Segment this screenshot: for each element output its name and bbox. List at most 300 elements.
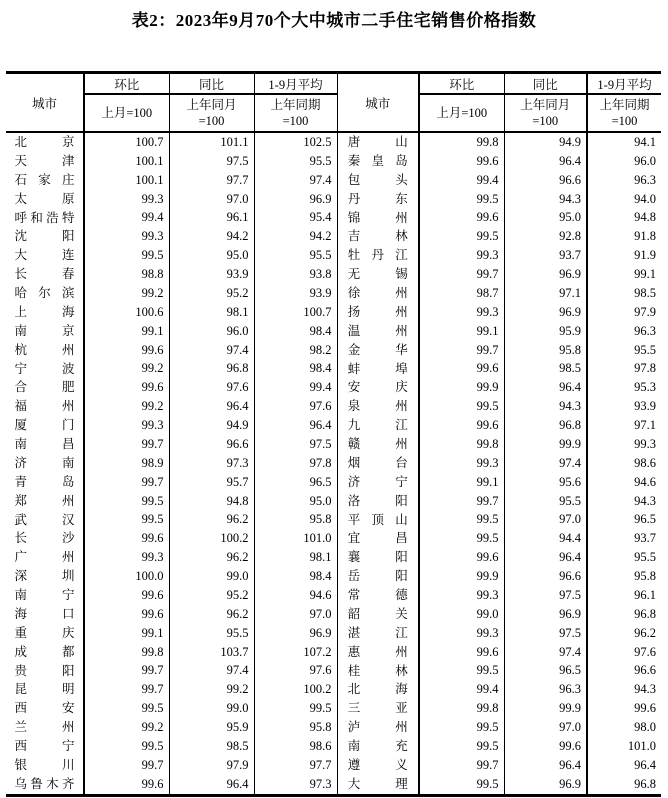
value-cell: 96.5 xyxy=(634,512,656,527)
value-cell: 98.4 xyxy=(254,322,337,341)
table-row xyxy=(6,680,661,699)
city-cell: 北 京 xyxy=(6,132,84,152)
city-cell: 韶 关 xyxy=(337,605,419,624)
city-cell: 蚌 埠 xyxy=(337,360,419,379)
column-header-base: 上年同月 =100 xyxy=(504,94,587,132)
value-cell: 94.4 xyxy=(504,529,587,548)
city-cell: 大 连 xyxy=(6,246,84,265)
value-cell: 95.5 xyxy=(254,152,337,171)
city-cell: 丹 东 xyxy=(337,190,419,209)
table-row xyxy=(6,699,661,718)
value-cell: 98.0 xyxy=(634,720,656,735)
value-cell: 96.5 xyxy=(504,662,587,681)
value-cell: 97.9 xyxy=(634,304,656,319)
value-cell: 96.4 xyxy=(169,397,254,416)
value-cell: 99.6 xyxy=(504,737,587,756)
value-cell: 97.8 xyxy=(254,454,337,473)
city-cell: 厦 门 xyxy=(6,416,84,435)
value-cell: 93.9 xyxy=(254,284,337,303)
table-row xyxy=(6,378,661,397)
value-cell: 98.5 xyxy=(504,360,587,379)
value-cell: 96.9 xyxy=(504,303,587,322)
city-cell: 南 充 xyxy=(337,737,419,756)
table-row xyxy=(6,529,661,548)
value-cell: 97.3 xyxy=(254,775,337,795)
city-cell: 西 宁 xyxy=(6,737,84,756)
value-cell: 96.4 xyxy=(504,548,587,567)
table-row xyxy=(6,567,661,586)
value-cell: 99.5 xyxy=(419,775,504,795)
city-cell: 桂 林 xyxy=(337,662,419,681)
value-cell: 96.4 xyxy=(504,152,587,171)
table-row xyxy=(6,718,661,737)
value-cell: 93.9 xyxy=(169,265,254,284)
city-cell: 银 川 xyxy=(6,756,84,775)
value-cell: 96.9 xyxy=(504,265,587,284)
value-cell: 100.7 xyxy=(254,303,337,322)
value-cell: 94.6 xyxy=(254,586,337,605)
value-cell: 99.3 xyxy=(419,624,504,643)
value-cell: 97.9 xyxy=(169,756,254,775)
value-cell: 95.6 xyxy=(504,473,587,492)
value-cell: 96.2 xyxy=(169,511,254,530)
value-cell: 96.0 xyxy=(634,153,656,168)
city-cell: 吉 林 xyxy=(337,227,419,246)
value-cell: 99.6 xyxy=(84,605,169,624)
value-cell: 96.8 xyxy=(634,606,656,621)
value-cell: 99.8 xyxy=(419,435,504,454)
table-row xyxy=(6,171,661,190)
city-cell: 重 庆 xyxy=(6,624,84,643)
value-cell: 97.6 xyxy=(254,397,337,416)
value-cell: 94.8 xyxy=(169,492,254,511)
value-cell: 94.3 xyxy=(504,397,587,416)
value-cell: 93.8 xyxy=(254,265,337,284)
table-row xyxy=(6,662,661,681)
value-cell: 97.0 xyxy=(504,718,587,737)
value-cell: 99.6 xyxy=(419,209,504,228)
value-cell: 94.2 xyxy=(254,227,337,246)
value-cell: 97.6 xyxy=(169,378,254,397)
table-row xyxy=(6,416,661,435)
page-title: 表2：2023年9月70个大中城市二手住宅销售价格指数 xyxy=(131,11,537,30)
table-row xyxy=(6,360,661,379)
city-cell: 太 原 xyxy=(6,190,84,209)
table-row xyxy=(6,227,661,246)
value-cell: 99.6 xyxy=(84,586,169,605)
value-cell: 99.7 xyxy=(419,341,504,360)
value-cell: 96.3 xyxy=(504,680,587,699)
price-index-table xyxy=(6,71,661,797)
city-cell: 杭 州 xyxy=(6,341,84,360)
table-body xyxy=(6,132,661,795)
city-cell: 南 昌 xyxy=(6,435,84,454)
table-row xyxy=(6,492,661,511)
city-cell: 徐 州 xyxy=(337,284,419,303)
value-cell: 97.6 xyxy=(254,662,337,681)
value-cell: 99.5 xyxy=(419,529,504,548)
value-cell: 92.8 xyxy=(504,227,587,246)
value-cell: 97.5 xyxy=(169,152,254,171)
city-cell: 南 宁 xyxy=(6,586,84,605)
value-cell: 99.4 xyxy=(84,209,169,228)
value-cell: 95.9 xyxy=(504,322,587,341)
value-cell: 99.0 xyxy=(419,605,504,624)
column-header-base: 上月=100 xyxy=(84,94,169,132)
city-cell: 济 宁 xyxy=(337,473,419,492)
city-cell: 西 安 xyxy=(6,699,84,718)
value-cell: 96.4 xyxy=(504,378,587,397)
city-cell: 成 都 xyxy=(6,643,84,662)
city-cell: 贵 阳 xyxy=(6,662,84,681)
value-cell: 95.8 xyxy=(254,511,337,530)
value-cell: 96.0 xyxy=(169,322,254,341)
value-cell: 95.7 xyxy=(169,473,254,492)
city-cell: 襄 阳 xyxy=(337,548,419,567)
value-cell: 96.9 xyxy=(504,775,587,795)
value-cell: 96.2 xyxy=(634,625,656,640)
value-cell: 99.5 xyxy=(84,492,169,511)
value-cell: 95.0 xyxy=(169,246,254,265)
value-cell: 99.7 xyxy=(84,435,169,454)
value-cell: 97.0 xyxy=(169,190,254,209)
value-cell: 98.5 xyxy=(634,285,656,300)
value-cell: 97.3 xyxy=(169,454,254,473)
value-cell: 99.6 xyxy=(634,701,656,716)
table-row xyxy=(6,624,661,643)
value-cell: 94.0 xyxy=(634,191,656,206)
value-cell: 95.2 xyxy=(169,284,254,303)
city-cell: 石 家 庄 xyxy=(6,171,84,190)
value-cell: 99.7 xyxy=(419,756,504,775)
value-cell: 95.8 xyxy=(634,569,656,584)
value-cell: 103.7 xyxy=(169,643,254,662)
value-cell: 99.7 xyxy=(84,473,169,492)
value-cell: 97.4 xyxy=(504,454,587,473)
value-cell: 98.9 xyxy=(84,454,169,473)
value-cell: 99.3 xyxy=(419,303,504,322)
value-cell: 102.5 xyxy=(254,132,337,152)
value-cell: 96.6 xyxy=(504,171,587,190)
city-cell: 宜 昌 xyxy=(337,529,419,548)
value-cell: 91.8 xyxy=(634,229,656,244)
value-cell: 99.3 xyxy=(419,454,504,473)
value-cell: 96.4 xyxy=(634,757,656,772)
city-cell: 金 华 xyxy=(337,341,419,360)
value-cell: 95.2 xyxy=(169,586,254,605)
city-cell: 平 顶 山 xyxy=(337,511,419,530)
value-cell: 98.6 xyxy=(254,737,337,756)
value-cell: 101.0 xyxy=(254,529,337,548)
value-cell: 100.2 xyxy=(254,680,337,699)
value-cell: 99.0 xyxy=(169,567,254,586)
value-cell: 95.5 xyxy=(634,550,656,565)
value-cell: 99.3 xyxy=(84,548,169,567)
city-cell: 唐 山 xyxy=(337,132,419,152)
value-cell: 96.5 xyxy=(254,473,337,492)
value-cell: 99.1 xyxy=(84,322,169,341)
value-cell: 96.3 xyxy=(634,172,656,187)
value-cell: 99.3 xyxy=(634,436,656,451)
value-cell: 99.6 xyxy=(419,643,504,662)
value-cell: 99.4 xyxy=(419,171,504,190)
value-cell: 97.1 xyxy=(504,284,587,303)
value-cell: 97.5 xyxy=(504,586,587,605)
value-cell: 99.6 xyxy=(419,416,504,435)
value-cell: 99.6 xyxy=(84,529,169,548)
value-cell: 101.0 xyxy=(627,738,656,753)
table-row xyxy=(6,756,661,775)
value-cell: 95.8 xyxy=(254,718,337,737)
city-cell: 天 津 xyxy=(6,152,84,171)
city-cell: 长 春 xyxy=(6,265,84,284)
table-row xyxy=(6,435,661,454)
city-cell: 南 京 xyxy=(6,322,84,341)
city-cell: 广 州 xyxy=(6,548,84,567)
table-row xyxy=(6,152,661,171)
value-cell: 96.6 xyxy=(634,663,656,678)
value-cell: 97.1 xyxy=(634,418,656,433)
value-cell: 99.2 xyxy=(169,680,254,699)
value-cell: 99.7 xyxy=(419,265,504,284)
city-cell: 沈 阳 xyxy=(6,227,84,246)
value-cell: 99.9 xyxy=(419,567,504,586)
city-cell: 遵 义 xyxy=(337,756,419,775)
table-row xyxy=(6,454,661,473)
value-cell: 97.5 xyxy=(254,435,337,454)
city-cell: 温 州 xyxy=(337,322,419,341)
value-cell: 95.5 xyxy=(254,246,337,265)
city-cell: 呼 和 浩 特 xyxy=(6,209,84,228)
table-row xyxy=(6,132,661,152)
value-cell: 99.6 xyxy=(419,360,504,379)
value-cell: 99.6 xyxy=(419,548,504,567)
value-cell: 99.9 xyxy=(504,699,587,718)
table-row xyxy=(6,246,661,265)
value-cell: 99.5 xyxy=(419,718,504,737)
value-cell: 96.1 xyxy=(634,587,656,602)
value-cell: 98.6 xyxy=(634,455,656,470)
table-row xyxy=(6,303,661,322)
city-cell: 济 南 xyxy=(6,454,84,473)
value-cell: 99.7 xyxy=(419,492,504,511)
city-cell: 惠 州 xyxy=(337,643,419,662)
value-cell: 99.1 xyxy=(84,624,169,643)
table-row xyxy=(6,265,661,284)
value-cell: 99.4 xyxy=(254,378,337,397)
table-row xyxy=(6,737,661,756)
value-cell: 93.7 xyxy=(504,246,587,265)
column-header-base: 上年同期 =100 xyxy=(254,94,337,132)
value-cell: 93.9 xyxy=(634,399,656,414)
value-cell: 99.6 xyxy=(84,775,169,795)
value-cell: 95.5 xyxy=(634,342,656,357)
value-cell: 96.2 xyxy=(169,605,254,624)
value-cell: 96.4 xyxy=(169,775,254,795)
value-cell: 99.7 xyxy=(84,680,169,699)
city-cell: 上 海 xyxy=(6,303,84,322)
value-cell: 95.3 xyxy=(634,380,656,395)
value-cell: 97.0 xyxy=(504,511,587,530)
value-cell: 99.8 xyxy=(419,132,504,152)
value-cell: 100.1 xyxy=(84,171,169,190)
value-cell: 99.8 xyxy=(84,643,169,662)
value-cell: 96.2 xyxy=(169,548,254,567)
city-cell: 乌 鲁 木 齐 xyxy=(6,775,84,795)
table-header xyxy=(6,73,661,133)
value-cell: 99.9 xyxy=(419,378,504,397)
table-row xyxy=(6,548,661,567)
city-cell: 合 肥 xyxy=(6,378,84,397)
value-cell: 97.4 xyxy=(504,643,587,662)
value-cell: 96.8 xyxy=(504,416,587,435)
column-header-base: 上月=100 xyxy=(419,94,504,132)
column-header-group: 1-9月平均 xyxy=(254,73,337,95)
value-cell: 99.3 xyxy=(419,246,504,265)
value-cell: 100.0 xyxy=(84,567,169,586)
city-cell: 烟 台 xyxy=(337,454,419,473)
value-cell: 97.7 xyxy=(254,756,337,775)
city-cell: 无 锡 xyxy=(337,265,419,284)
column-header-base: 上年同期 =100 xyxy=(587,94,661,132)
city-cell: 郑 州 xyxy=(6,492,84,511)
table-row xyxy=(6,643,661,662)
value-cell: 99.3 xyxy=(419,586,504,605)
value-cell: 95.5 xyxy=(504,492,587,511)
value-cell: 99.2 xyxy=(84,360,169,379)
value-cell: 95.0 xyxy=(254,492,337,511)
value-cell: 100.7 xyxy=(84,132,169,152)
table-row xyxy=(6,397,661,416)
value-cell: 99.6 xyxy=(84,378,169,397)
city-cell: 九 江 xyxy=(337,416,419,435)
value-cell: 96.8 xyxy=(169,360,254,379)
value-cell: 97.0 xyxy=(254,605,337,624)
column-header-group: 环比 xyxy=(84,73,169,95)
value-cell: 94.3 xyxy=(634,682,656,697)
value-cell: 95.9 xyxy=(169,718,254,737)
value-cell: 99.5 xyxy=(254,699,337,718)
value-cell: 95.0 xyxy=(504,209,587,228)
value-cell: 99.5 xyxy=(419,190,504,209)
value-cell: 98.8 xyxy=(84,265,169,284)
value-cell: 99.5 xyxy=(419,511,504,530)
city-cell: 安 庆 xyxy=(337,378,419,397)
value-cell: 101.1 xyxy=(169,132,254,152)
value-cell: 96.9 xyxy=(504,605,587,624)
value-cell: 97.6 xyxy=(634,644,656,659)
city-cell: 常 德 xyxy=(337,586,419,605)
table-row xyxy=(6,209,661,228)
city-cell: 湛 江 xyxy=(337,624,419,643)
value-cell: 99.0 xyxy=(169,699,254,718)
value-cell: 98.2 xyxy=(254,341,337,360)
value-cell: 99.5 xyxy=(84,246,169,265)
city-cell: 大 理 xyxy=(337,775,419,795)
city-cell: 泸 州 xyxy=(337,718,419,737)
value-cell: 96.4 xyxy=(254,416,337,435)
city-cell: 牡 丹 江 xyxy=(337,246,419,265)
value-cell: 97.4 xyxy=(169,662,254,681)
city-cell: 昆 明 xyxy=(6,680,84,699)
city-cell: 锦 州 xyxy=(337,209,419,228)
value-cell: 99.9 xyxy=(504,435,587,454)
value-cell: 99.1 xyxy=(419,473,504,492)
value-cell: 98.1 xyxy=(254,548,337,567)
city-cell: 岳 阳 xyxy=(337,567,419,586)
value-cell: 99.5 xyxy=(419,737,504,756)
table-row xyxy=(6,190,661,209)
value-cell: 97.5 xyxy=(504,624,587,643)
value-cell: 98.7 xyxy=(419,284,504,303)
city-cell: 武 汉 xyxy=(6,511,84,530)
table-row xyxy=(6,284,661,303)
city-cell: 洛 阳 xyxy=(337,492,419,511)
value-cell: 91.9 xyxy=(634,248,656,263)
value-cell: 98.4 xyxy=(254,360,337,379)
value-cell: 99.7 xyxy=(84,662,169,681)
value-cell: 99.2 xyxy=(84,284,169,303)
value-cell: 99.5 xyxy=(84,699,169,718)
value-cell: 94.8 xyxy=(634,210,656,225)
city-cell: 宁 波 xyxy=(6,360,84,379)
table-row xyxy=(6,586,661,605)
city-cell: 秦 皇 岛 xyxy=(337,152,419,171)
city-cell: 哈 尔 滨 xyxy=(6,284,84,303)
column-header-group: 同比 xyxy=(504,73,587,95)
value-cell: 99.6 xyxy=(419,152,504,171)
city-cell: 三 亚 xyxy=(337,699,419,718)
value-cell: 99.1 xyxy=(634,267,656,282)
value-cell: 97.4 xyxy=(254,171,337,190)
value-cell: 94.9 xyxy=(504,132,587,152)
value-cell: 96.9 xyxy=(254,624,337,643)
value-cell: 100.2 xyxy=(169,529,254,548)
city-cell: 海 口 xyxy=(6,605,84,624)
value-cell: 100.1 xyxy=(84,152,169,171)
value-cell: 94.2 xyxy=(169,227,254,246)
value-cell: 99.4 xyxy=(419,680,504,699)
value-cell: 98.4 xyxy=(254,567,337,586)
value-cell: 99.1 xyxy=(419,322,504,341)
table-row xyxy=(6,775,661,795)
value-cell: 99.2 xyxy=(84,397,169,416)
column-header-base: 上年同月 =100 xyxy=(169,94,254,132)
value-cell: 99.6 xyxy=(84,341,169,360)
value-cell: 96.6 xyxy=(169,435,254,454)
city-cell: 长 沙 xyxy=(6,529,84,548)
value-cell: 93.7 xyxy=(634,531,656,546)
value-cell: 99.5 xyxy=(419,662,504,681)
value-cell: 99.7 xyxy=(84,756,169,775)
city-cell: 兰 州 xyxy=(6,718,84,737)
city-cell: 福 州 xyxy=(6,397,84,416)
value-cell: 95.5 xyxy=(169,624,254,643)
value-cell: 107.2 xyxy=(254,643,337,662)
value-cell: 94.9 xyxy=(169,416,254,435)
value-cell: 95.4 xyxy=(254,209,337,228)
value-cell: 99.3 xyxy=(84,416,169,435)
value-cell: 99.3 xyxy=(84,190,169,209)
city-cell: 扬 州 xyxy=(337,303,419,322)
table-row xyxy=(6,605,661,624)
city-cell: 赣 州 xyxy=(337,435,419,454)
value-cell: 97.8 xyxy=(634,361,656,376)
column-header-group: 1-9月平均 xyxy=(587,73,661,95)
value-cell: 100.6 xyxy=(84,303,169,322)
city-cell: 包 头 xyxy=(337,171,419,190)
value-cell: 96.9 xyxy=(254,190,337,209)
